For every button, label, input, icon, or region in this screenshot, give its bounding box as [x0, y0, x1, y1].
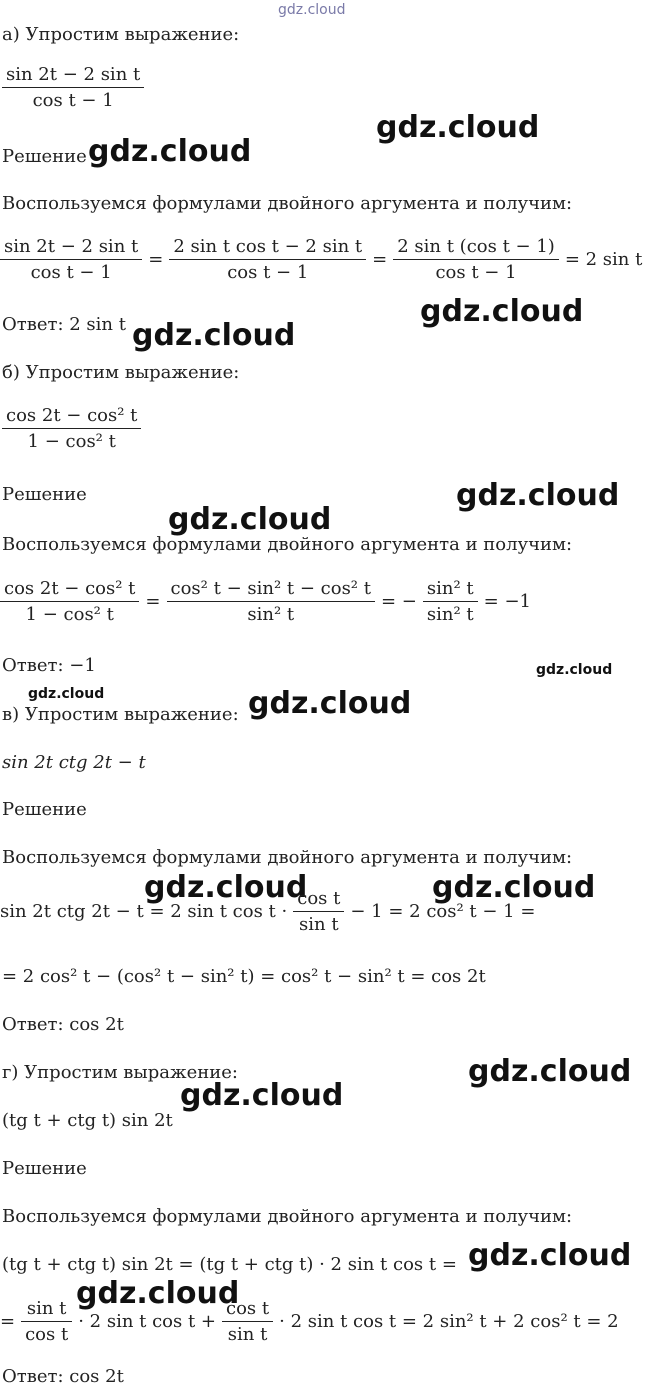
watermark: gdz.cloud — [180, 1078, 344, 1113]
part-a-expression: $\frac{\text{sin 2t − 2 sin t}}{\text{cos t − 1}}$ — [2, 64, 144, 111]
watermark-top: gdz.cloud — [278, 2, 346, 18]
part-a-answer: Ответ: 2 sin t — [2, 314, 126, 335]
watermark: gdz.cloud — [132, 318, 296, 353]
part-b-derivation: $\frac{\text{cos 2t − cos² t}}{\text{1 − cos² t}}$ = $\frac{\text{cos² t − sin² t − cos² t}}{\text{sin² t}}$ = − $\frac{\text{sin² t}}{\text{sin² t}}$ = −1 — [0, 578, 537, 625]
watermark: gdz.cloud — [28, 686, 105, 702]
watermark: gdz.cloud — [468, 1054, 632, 1089]
part-v-derivation-line1: sin 2t ctg 2t − t = 2 sin t cos t · $\frac{\text{cos t}}{\text{sin t}}$ − 1 = 2 cos² t − 1 = — [0, 888, 536, 935]
part-g-answer: Ответ: cos 2t — [2, 1366, 124, 1387]
watermark: gdz.cloud — [420, 294, 584, 329]
part-g-derivation-line2: = $\frac{\text{sin t}}{\text{cos t}}$ · 2 sin t cos t + $\frac{\text{cos t}}{\text{sin t}}$ · 2 sin t cos t = 2 sin² t + 2 cos² t = 2 — [0, 1298, 619, 1345]
watermark: gdz.cloud — [88, 134, 252, 169]
part-b-solution-label: Решение — [2, 484, 87, 505]
part-v-derivation-line2: = 2 cos² t − (cos² t − sin² t) = cos² t − sin² t = cos 2t — [2, 966, 486, 987]
part-v-answer: Ответ: cos 2t — [2, 1014, 124, 1035]
watermark: gdz.cloud — [248, 686, 412, 721]
part-b-answer: Ответ: −1 — [2, 655, 96, 676]
part-g-derivation-line1: (tg t + ctg t) sin 2t = (tg t + ctg t) · 2 sin t cos t = — [2, 1254, 457, 1275]
part-v-heading: в) Упростим выражение: — [2, 704, 239, 725]
part-g-method: Воспользуемся формулами двойного аргумента и получим: — [2, 1206, 573, 1227]
watermark: gdz.cloud — [468, 1238, 632, 1273]
watermark: gdz.cloud — [456, 478, 620, 513]
part-a-heading: а) Упростим выражение: — [2, 24, 240, 45]
watermark: gdz.cloud — [76, 1276, 240, 1311]
part-g-expression: (tg t + ctg t) sin 2t — [2, 1110, 173, 1131]
watermark: gdz.cloud — [536, 662, 613, 678]
part-a-solution-label: Решение — [2, 146, 87, 167]
watermark: gdz.cloud — [376, 110, 540, 145]
part-v-solution-label: Решение — [2, 799, 87, 820]
part-v-method: Воспользуемся формулами двойного аргумента и получим: — [2, 847, 573, 868]
part-g-solution-label: Решение — [2, 1158, 87, 1179]
part-b-method: Воспользуемся формулами двойного аргумента и получим: — [2, 534, 573, 555]
part-v-expression: sin 2t ctg 2t − t — [2, 752, 146, 773]
watermark: gdz.cloud — [168, 502, 332, 537]
part-a-derivation: $\frac{\text{sin 2t − 2 sin t}}{\text{cos t − 1}}$ = $\frac{\text{2 sin t cos t − 2 sin t}}{\text{cos t − 1}}$ = $\frac{\text{2 sin t (cos t − 1)}}{\text{cos t − 1}}$ = 2 sin t — [0, 236, 648, 283]
part-a-method: Воспользуемся формулами двойного аргумента и получим: — [2, 193, 573, 214]
watermark: gdz.cloud — [144, 870, 308, 905]
part-b-expression: $\frac{\text{cos 2t − cos² t}}{\text{1 − cos² t}}$ — [2, 405, 141, 452]
watermark: gdz.cloud — [432, 870, 596, 905]
part-b-heading: б) Упростим выражение: — [2, 362, 240, 383]
part-g-heading: г) Упростим выражение: — [2, 1062, 238, 1083]
